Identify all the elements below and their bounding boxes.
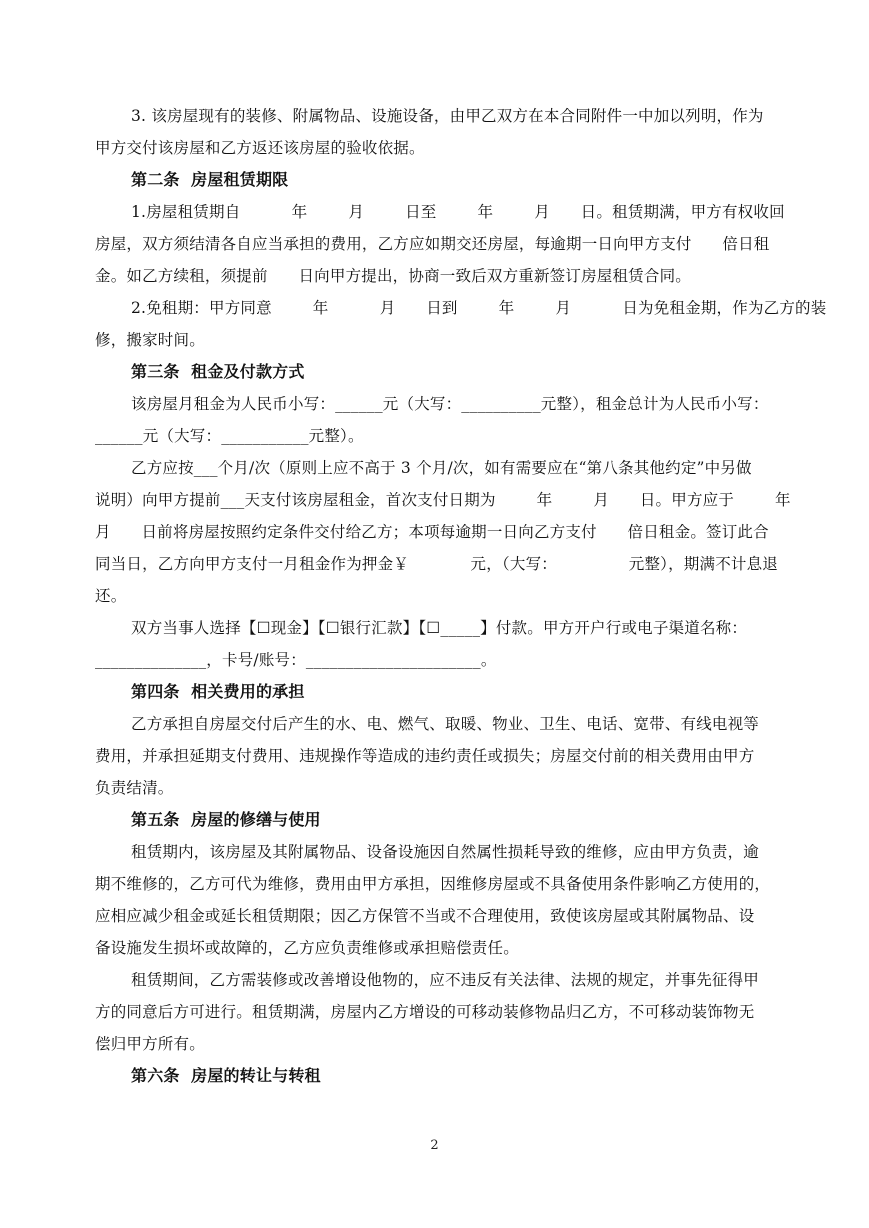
body-text-line: 月 日前将房屋按照约定条件交付给乙方；本项每逾期一日向乙方支付 倍日租金。签订此合 — [95, 523, 769, 541]
body-text-line: 乙方承担自房屋交付后产生的水、电、燃气、取暖、物业、卫生、电话、宽带、有线电视等 — [131, 715, 760, 733]
body-text-line: ______元（大写：___________元整）。 — [95, 427, 364, 445]
body-text-line: 2.免租期：甲方同意 年 月 日到 年 月 日为免租金期，作为乙方的装 — [131, 299, 827, 317]
body-text-line: 金。如乙方续租，须提前 日向甲方提出，协商一致后双方重新签订房屋租赁合同。 — [95, 267, 691, 285]
body-text-line: 租赁期间，乙方需装修或改善增设他物的，应不违反有关法律、法规的规定，并事先征得甲 — [131, 971, 760, 989]
body-text-line: 1.房屋租赁期自 年 月 日至 年 月 日。租赁期满，甲方有权收回 — [131, 203, 785, 221]
body-text-line: 乙方应按___个月/次（原则上应不高于 3 个月/次，如有需要应在“第八条其他约定”中另做 — [131, 459, 752, 477]
body-text-line: 负责结清。 — [95, 779, 174, 797]
body-text-line: 甲方交付该房屋和乙方返还该房屋的验收依据。 — [95, 139, 425, 157]
body-text-line: 期不维修的，乙方可代为维修，费用由甲方承担，因维修房屋或不具备使用条件影响乙方使用的， — [95, 875, 771, 893]
section-heading: 第三条 租金及付款方式 — [131, 362, 305, 381]
section-heading: 第二条 房屋租赁期限 — [131, 170, 289, 189]
body-text-line: 修，搬家时间。 — [95, 331, 205, 349]
body-text-line: 备设施发生损坏或故障的，乙方应负责维修或承担赔偿责任。 — [95, 939, 519, 957]
body-text-line: 3. 该房屋现有的装修、附属物品、设施设备，由甲乙双方在本合同附件一中加以列明，作为 — [131, 107, 764, 125]
section-heading: 第六条 房屋的转让与转租 — [131, 1066, 321, 1085]
body-text-line: 双方当事人选择【☐现金】【☐银行汇款】【☐_____】付款。甲方开户行或电子渠道名称： — [131, 619, 748, 637]
body-text-line: 方的同意后方可进行。租赁期满，房屋内乙方增设的可移动装修物品归乙方，不可移动装饰物无 — [95, 1003, 755, 1021]
body-text-line: 同当日，乙方向甲方支付一月租金作为押金￥ 元，（大写： 元整），期满不计息退 — [95, 555, 779, 573]
section-heading: 第四条 相关费用的承担 — [131, 682, 305, 701]
body-text-line: 租赁期内，该房屋及其附属物品、设备设施因自然属性损耗导致的维修，应由甲方负责，逾 — [131, 843, 760, 861]
page-number: 2 — [430, 1138, 439, 1153]
body-text-line: 房屋，双方须结清各自应当承担的费用，乙方应如期交还房屋，每逾期一日向甲方支付 倍日租 — [95, 235, 770, 253]
body-text-line: 说明）向甲方提前___天支付该房屋租金，首次支付日期为 年 月 日。甲方应于 年 — [95, 491, 791, 509]
body-text-line: 偿归甲方所有。 — [95, 1035, 205, 1053]
body-text-line: ______________，卡号/账号：______________________。 — [95, 651, 497, 669]
section-heading: 第五条 房屋的修缮与使用 — [131, 810, 321, 829]
body-text-line: 该房屋月租金为人民币小写：______元（大写：__________元整），租金总计为人民币小写： — [131, 395, 769, 413]
body-text-line: 应相应减少租金或延长租赁期限；因乙方保管不当或不合理使用，致使该房屋或其附属物品、设 — [95, 907, 755, 925]
body-text-line: 费用，并承担延期支付费用、违规操作等造成的违约责任或损失；房屋交付前的相关费用由甲方 — [95, 747, 755, 765]
body-text-line: 还。 — [95, 587, 127, 605]
